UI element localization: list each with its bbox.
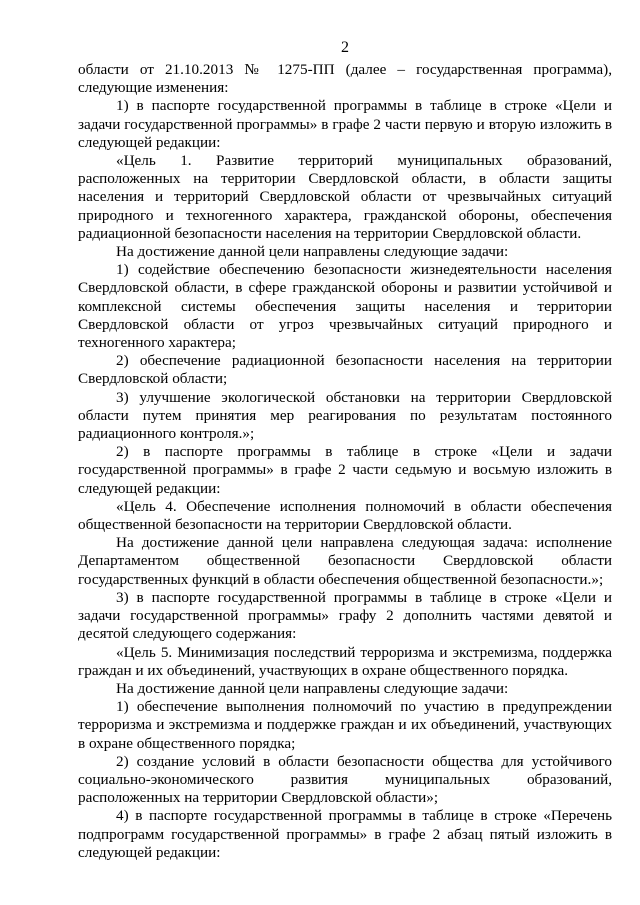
paragraph-goal-1: «Цель 1. Развитие территорий муниципальных образований, расположенных на территории Свердловской области, в области защиты населения и территорий Свердловской области от чрезвычайных ситуаций природного и техногенного характера, гражданской обороны, обеспечения радиационной безопасности населения на территории Свердловской области. bbox=[78, 152, 612, 242]
paragraph-goal-5: «Цель 5. Минимизация последствий терроризма и экстремизма, поддержка граждан и их объединений, участвующих в охране общественного порядка. bbox=[78, 643, 612, 679]
paragraph-goal-4-task: На достижение данной цели направлена следующая задача: исполнение Департаментом общественной безопасности Свердловской области государственных функций в области обеспечения общественной безопасности.»; bbox=[78, 534, 612, 588]
paragraph-task-1-2: 2) обеспечение радиационной безопасности населения на территории Свердловской области; bbox=[78, 352, 612, 388]
paragraph-item-2: 2) в паспорте программы в таблице в строке «Цели и задачи государственной программы» в графе 2 части седьмую и восьмую изложить в следующей редакции: bbox=[78, 443, 612, 497]
paragraph-task-1-1: 1) содействие обеспечению безопасности жизнедеятельности населения Свердловской области, в сфере гражданской обороны и развитии устойчивой и комплексной системы обеспечения защиты населения и территории Свердловской области от угроз чрезвычайных ситуаций природного и техногенного характера; bbox=[78, 261, 612, 352]
paragraph-tasks-heading-1: На достижение данной цели направлены следующие задачи: bbox=[116, 243, 509, 261]
document-body bbox=[78, 61, 612, 862]
paragraph-task-5-2: 2) создание условий в области безопасности общества для устойчивого социально-экономического развития муниципальных образований, расположенных на территории Свердловской области»; bbox=[78, 752, 612, 807]
paragraph-item-3: 3) в паспорте государственной программы в таблице в строке «Цели и задачи государственной программы» графу 2 дополнить частями девятой и десятой следующего содержания: bbox=[78, 588, 612, 643]
paragraph-item-1: 1) в паспорте государственной программы в таблице в строке «Цели и задачи государственной программы» в графе 2 части первую и вторую изложить в следующей редакции: bbox=[78, 97, 612, 151]
paragraph-tasks-heading-5: На достижение данной цели направлены следующие задачи: bbox=[116, 679, 509, 697]
page-number: 2 bbox=[341, 39, 349, 56]
paragraph-task-5-1: 1) обеспечение выполнения полномочий по участию в предупреждении терроризма и экстремизма и поддержке граждан и их объединений, участвующих в охране общественного порядка; bbox=[78, 698, 612, 752]
paragraph-goal-4: «Цель 4. Обеспечение исполнения полномочий в области обеспечения общественной безопасности на территории Свердловской области. bbox=[78, 497, 612, 534]
paragraph-task-1-3: 3) улучшение экологической обстановки на территории Свердловской области путем принятия мер реагирования по результатам постоянного радиационного контроля.»; bbox=[78, 388, 612, 443]
paragraph-item-4: 4) в паспорте государственной программы в таблице в строке «Перечень подпрограмм государственной программы» в графе 2 абзац пятый изложить в следующей редакции: bbox=[78, 807, 612, 861]
paragraph-intro: области от 21.10.2013 № 1275-ПП (далее – государственная программа), следующие изменения: bbox=[78, 61, 612, 97]
